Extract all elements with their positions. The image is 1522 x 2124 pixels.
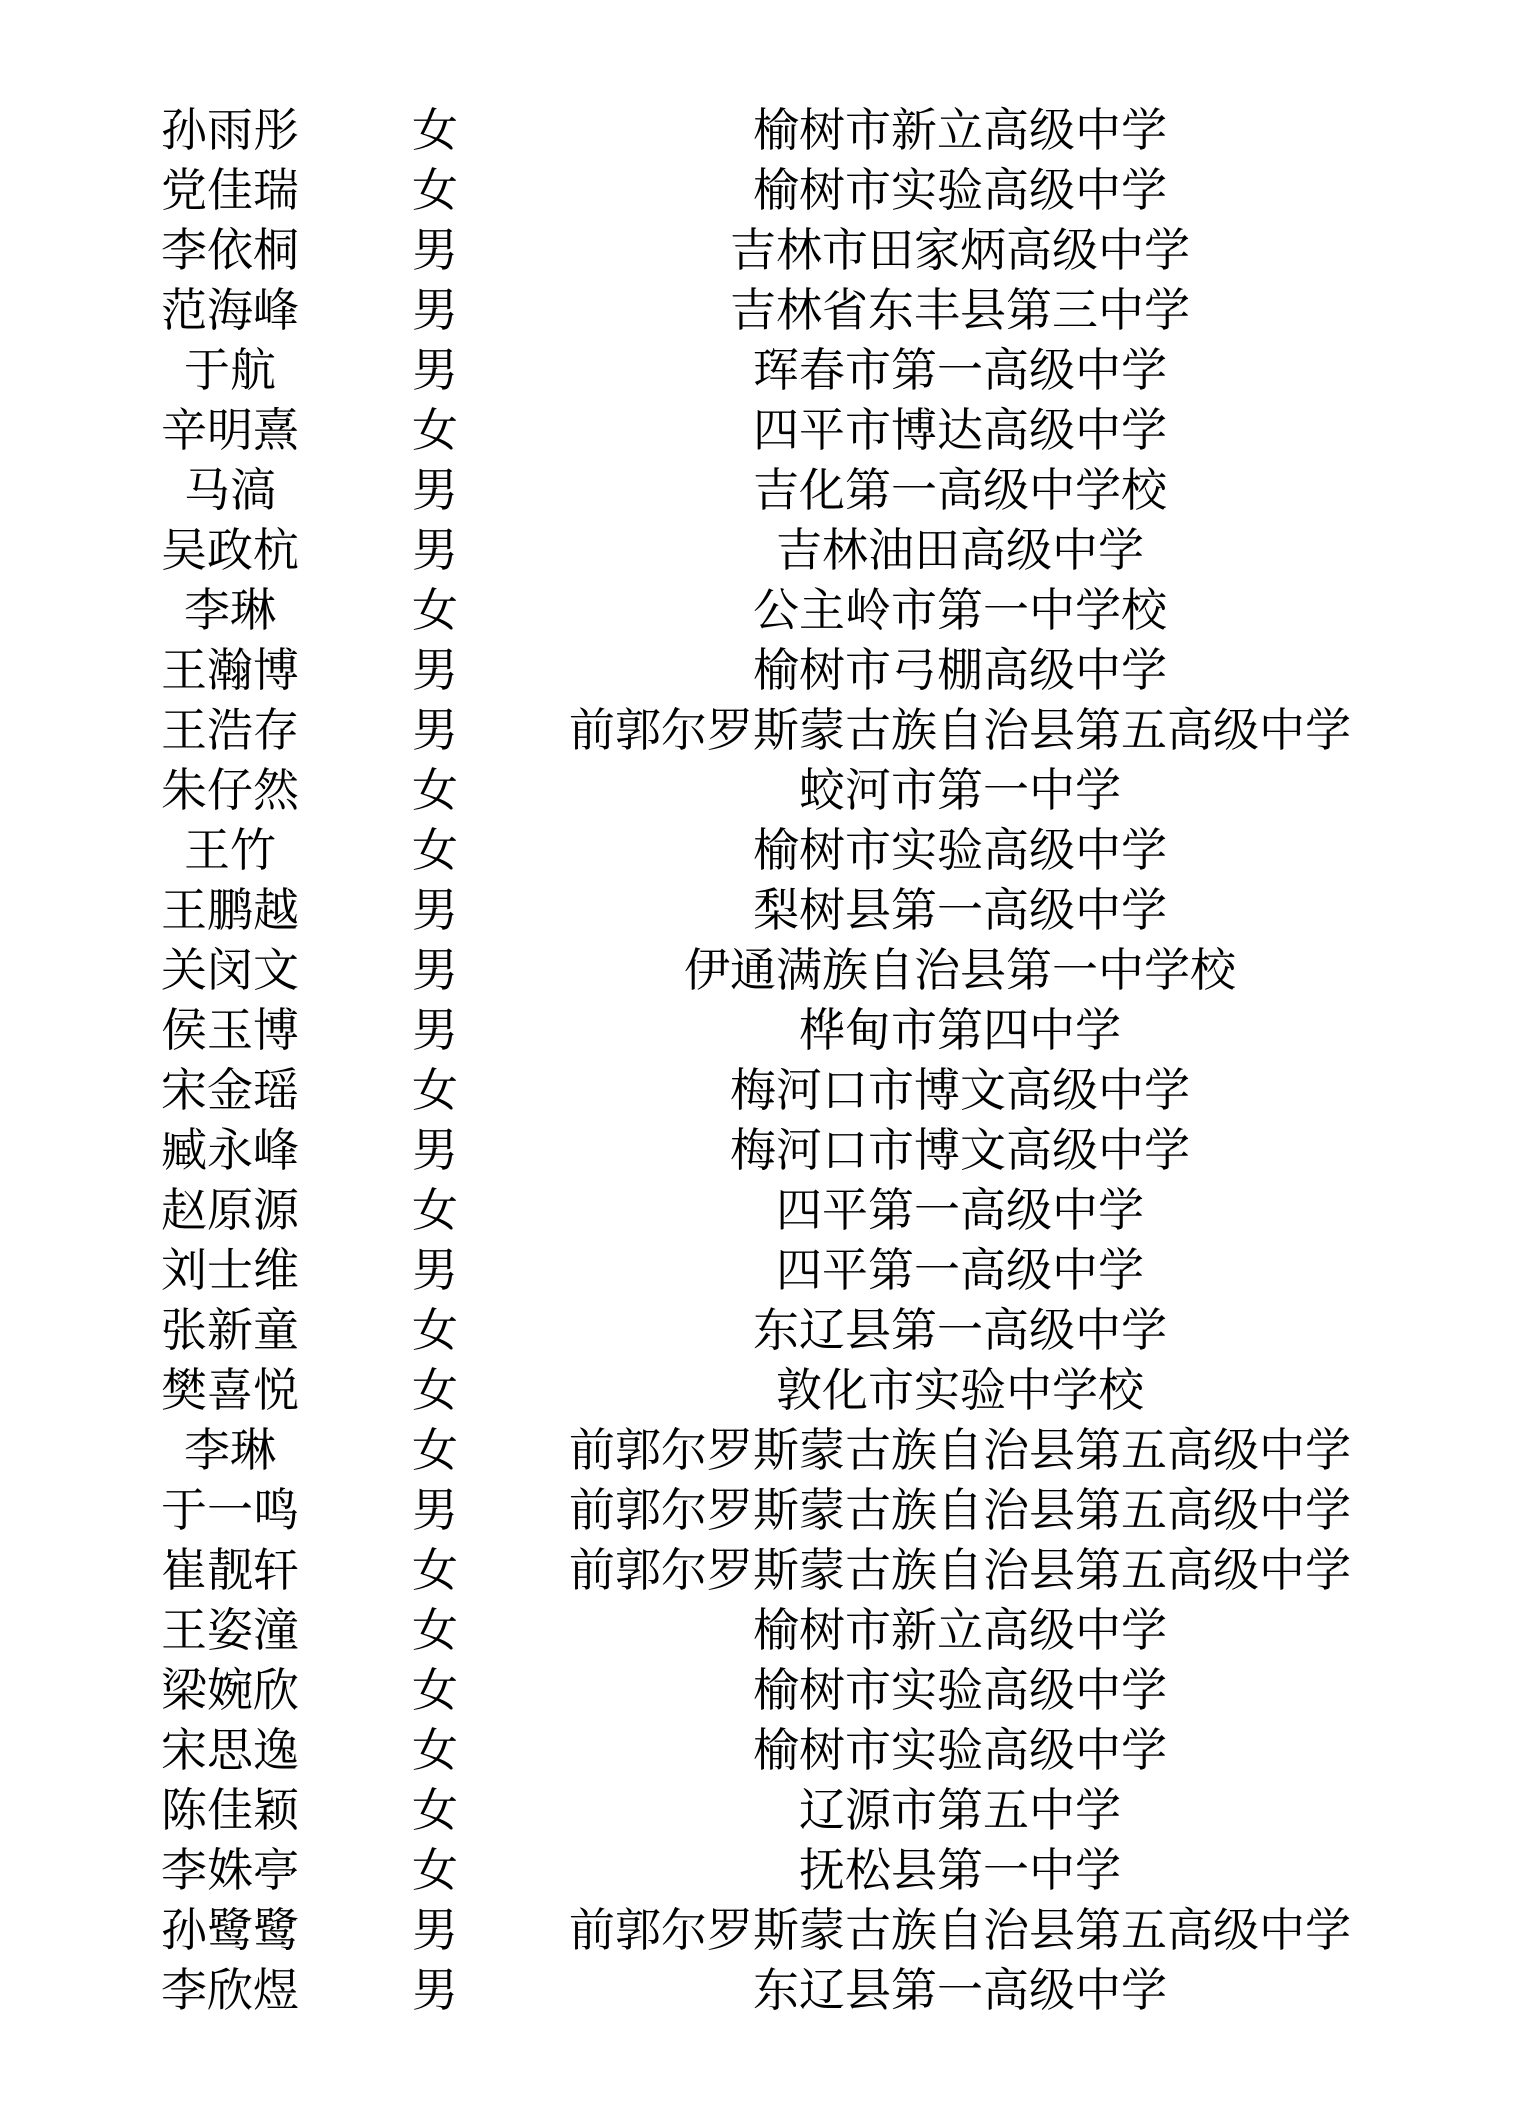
student-school: 四平第一高级中学: [776, 1183, 1144, 1237]
student-gender: 女: [412, 1603, 458, 1657]
student-school: 榆树市新立高级中学: [753, 103, 1167, 157]
student-name: 辛明熹: [161, 403, 299, 457]
roster-row: [0, 640, 1522, 700]
student-name: 马滈: [184, 463, 276, 517]
roster-row: [0, 100, 1522, 160]
student-gender: 男: [412, 343, 458, 397]
student-gender: 女: [412, 1183, 458, 1237]
student-name: 朱仔然: [161, 763, 299, 817]
student-school: 前郭尔罗斯蒙古族自治县第五高级中学: [569, 1423, 1351, 1477]
student-school: 榆树市实验高级中学: [753, 823, 1167, 877]
student-name: 吴政杭: [161, 523, 299, 577]
student-name: 刘士维: [161, 1243, 299, 1297]
student-gender: 男: [412, 463, 458, 517]
student-school: 敦化市实验中学校: [776, 1363, 1144, 1417]
student-gender: 男: [412, 1483, 458, 1537]
student-name: 王鹏越: [161, 883, 299, 937]
roster-row: [0, 1480, 1522, 1540]
student-gender: 女: [412, 1303, 458, 1357]
student-gender: 女: [412, 1423, 458, 1477]
student-name: 王瀚博: [161, 643, 299, 697]
student-school: 前郭尔罗斯蒙古族自治县第五高级中学: [569, 703, 1351, 757]
student-school: 抚松县第一中学: [799, 1843, 1121, 1897]
student-school: 蛟河市第一中学: [799, 763, 1121, 817]
roster-row: [0, 1120, 1522, 1180]
student-gender: 男: [412, 1243, 458, 1297]
student-school: 榆树市弓棚高级中学: [753, 643, 1167, 697]
student-name: 李欣煜: [161, 1963, 299, 2017]
student-school: 四平第一高级中学: [776, 1243, 1144, 1297]
student-school: 榆树市实验高级中学: [753, 1723, 1167, 1777]
roster-row: [0, 520, 1522, 580]
student-school: 前郭尔罗斯蒙古族自治县第五高级中学: [569, 1903, 1351, 1957]
roster-row: [0, 1600, 1522, 1660]
student-school: 珲春市第一高级中学: [753, 343, 1167, 397]
student-name: 臧永峰: [161, 1123, 299, 1177]
student-name: 孙雨彤: [161, 103, 299, 157]
student-gender: 女: [412, 1663, 458, 1717]
roster-row: [0, 940, 1522, 1000]
student-gender: 男: [412, 943, 458, 997]
student-school: 吉林油田高级中学: [776, 523, 1144, 577]
student-gender: 男: [412, 703, 458, 757]
roster-row: [0, 280, 1522, 340]
roster-row: [0, 340, 1522, 400]
student-name: 王竹: [184, 823, 276, 877]
student-name: 梁婉欣: [161, 1663, 299, 1717]
student-school: 公主岭市第一中学校: [753, 583, 1167, 637]
roster-row: [0, 1000, 1522, 1060]
roster-row: [0, 1900, 1522, 1960]
student-school: 梨树县第一高级中学: [753, 883, 1167, 937]
student-gender: 女: [412, 103, 458, 157]
student-name: 李琳: [184, 583, 276, 637]
roster-row: [0, 220, 1522, 280]
student-gender: 女: [412, 1783, 458, 1837]
roster-row: [0, 1180, 1522, 1240]
student-gender: 男: [412, 523, 458, 577]
student-name: 宋金瑶: [161, 1063, 299, 1117]
student-name: 侯玉博: [161, 1003, 299, 1057]
roster-row: [0, 1840, 1522, 1900]
roster-row: [0, 1960, 1522, 2020]
student-school: 东辽县第一高级中学: [753, 1303, 1167, 1357]
student-school: 梅河口市博文高级中学: [730, 1123, 1190, 1177]
roster-row: [0, 700, 1522, 760]
student-school: 辽源市第五中学: [799, 1783, 1121, 1837]
student-name: 李琳: [184, 1423, 276, 1477]
student-gender: 女: [412, 1063, 458, 1117]
student-school: 榆树市新立高级中学: [753, 1603, 1167, 1657]
student-roster: [0, 100, 1522, 2020]
roster-row: [0, 1720, 1522, 1780]
student-gender: 男: [412, 1123, 458, 1177]
student-gender: 女: [412, 823, 458, 877]
student-school: 吉林市田家炳高级中学: [730, 223, 1190, 277]
roster-row: [0, 1060, 1522, 1120]
roster-row: [0, 1780, 1522, 1840]
roster-row: [0, 1540, 1522, 1600]
student-gender: 女: [412, 1723, 458, 1777]
student-name: 赵原源: [161, 1183, 299, 1237]
roster-row: [0, 1300, 1522, 1360]
roster-row: [0, 1360, 1522, 1420]
student-gender: 女: [412, 583, 458, 637]
student-gender: 男: [412, 1963, 458, 2017]
student-gender: 女: [412, 1363, 458, 1417]
student-name: 王浩存: [161, 703, 299, 757]
student-name: 张新童: [161, 1303, 299, 1357]
student-school: 前郭尔罗斯蒙古族自治县第五高级中学: [569, 1483, 1351, 1537]
roster-row: [0, 1240, 1522, 1300]
student-gender: 男: [412, 1003, 458, 1057]
roster-row: [0, 160, 1522, 220]
roster-row: [0, 1660, 1522, 1720]
student-gender: 女: [412, 763, 458, 817]
roster-row: [0, 1420, 1522, 1480]
student-name: 李姝亭: [161, 1843, 299, 1897]
student-gender: 男: [412, 223, 458, 277]
student-name: 王姿潼: [161, 1603, 299, 1657]
student-school: 桦甸市第四中学: [799, 1003, 1121, 1057]
student-name: 孙鹭鹭: [161, 1903, 299, 1957]
student-name: 于航: [184, 343, 276, 397]
student-name: 宋思逸: [161, 1723, 299, 1777]
roster-row: [0, 580, 1522, 640]
student-name: 樊喜悦: [161, 1363, 299, 1417]
student-gender: 男: [412, 283, 458, 337]
student-gender: 女: [412, 1843, 458, 1897]
student-name: 崔靓轩: [161, 1543, 299, 1597]
student-gender: 男: [412, 1903, 458, 1957]
student-school: 前郭尔罗斯蒙古族自治县第五高级中学: [569, 1543, 1351, 1597]
roster-row: [0, 400, 1522, 460]
student-gender: 女: [412, 163, 458, 217]
student-gender: 男: [412, 643, 458, 697]
roster-row: [0, 460, 1522, 520]
roster-row: [0, 820, 1522, 880]
student-name: 于一鸣: [161, 1483, 299, 1537]
student-school: 东辽县第一高级中学: [753, 1963, 1167, 2017]
student-school: 榆树市实验高级中学: [753, 163, 1167, 217]
student-name: 党佳瑞: [161, 163, 299, 217]
student-gender: 男: [412, 883, 458, 937]
student-gender: 女: [412, 1543, 458, 1597]
student-school: 梅河口市博文高级中学: [730, 1063, 1190, 1117]
student-school: 吉林省东丰县第三中学: [730, 283, 1190, 337]
student-name: 李依桐: [161, 223, 299, 277]
roster-row: [0, 760, 1522, 820]
student-school: 吉化第一高级中学校: [753, 463, 1167, 517]
student-name: 范海峰: [161, 283, 299, 337]
student-gender: 女: [412, 403, 458, 457]
roster-row: [0, 880, 1522, 940]
student-name: 陈佳颖: [161, 1783, 299, 1837]
student-school: 榆树市实验高级中学: [753, 1663, 1167, 1717]
student-school: 伊通满族自治县第一中学校: [684, 943, 1236, 997]
student-name: 关闵文: [161, 943, 299, 997]
student-school: 四平市博达高级中学: [753, 403, 1167, 457]
